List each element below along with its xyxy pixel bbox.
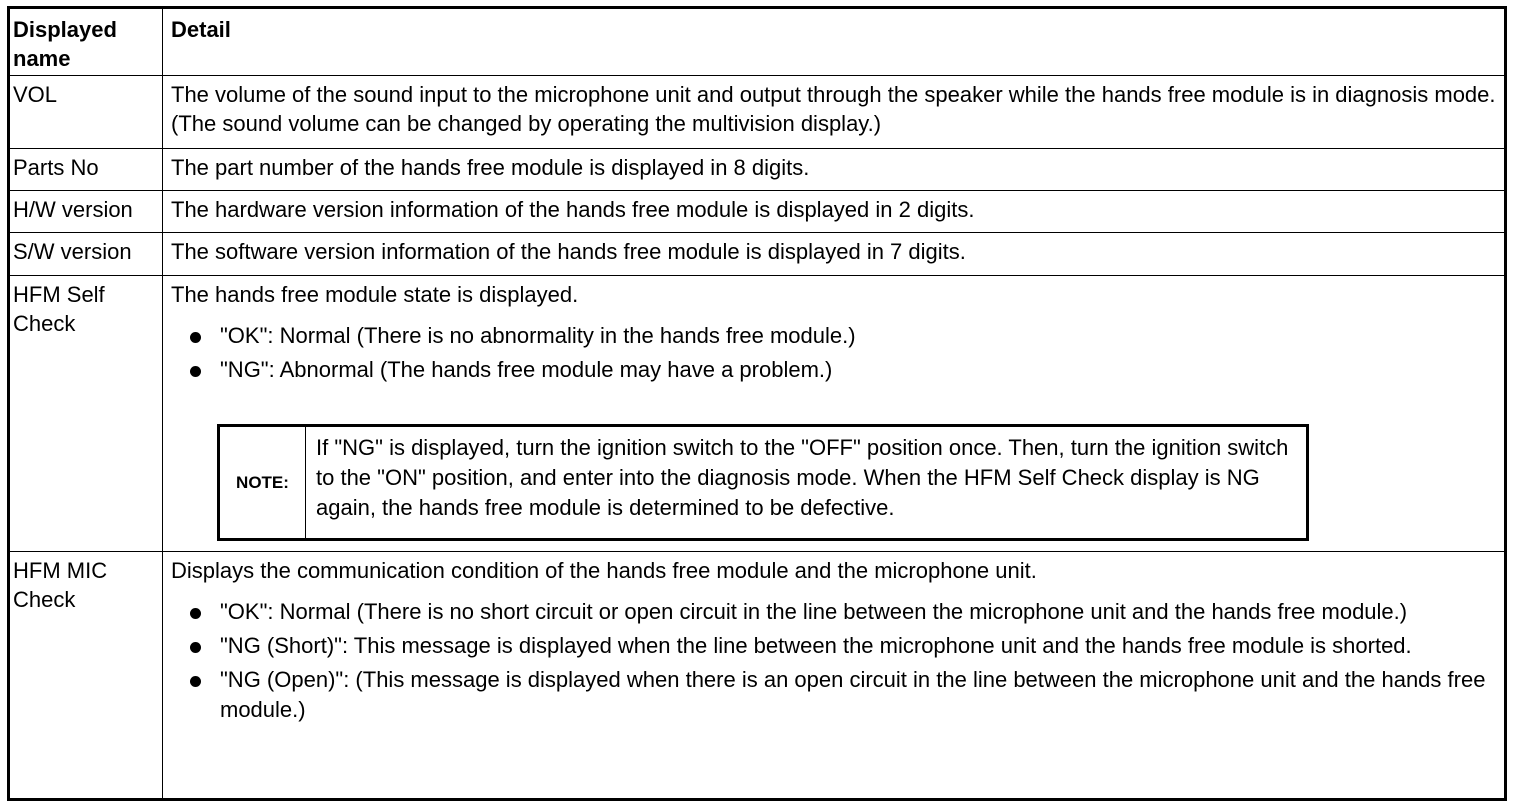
note-box: [217, 424, 1309, 541]
row-name: HFM MIC Check: [10, 552, 163, 798]
row-detail: [163, 552, 1504, 798]
row-detail: The part number of the hands free module is displayed in 8 digits.: [171, 155, 810, 180]
bullet-icon: [190, 676, 201, 687]
header-displayed-name: Displayed name: [10, 9, 163, 75]
bullet-icon: [190, 332, 201, 343]
detail-text: The hands free module state is displayed.: [171, 282, 579, 307]
list-item: [171, 355, 1496, 385]
table-row: [10, 75, 1504, 148]
row-detail: The volume of the sound input to the microphone unit and output through the speaker while the hands free module is in diagnosis mode. (The sound volume can be changed by operating the multivision display.): [171, 82, 1496, 136]
header-detail: Detail: [171, 17, 231, 42]
table-row: [10, 551, 1504, 798]
list-item: [171, 665, 1496, 725]
diagnosis-table: [7, 6, 1507, 801]
list-item-text: "OK": Normal (There is no short circuit or open circuit in the line between the microphone unit and the hands free module.): [220, 599, 1408, 624]
bullet-icon: [190, 642, 201, 653]
row-name: Parts No: [10, 149, 163, 190]
bullet-list: [171, 321, 1496, 385]
row-name: S/W version: [10, 233, 163, 275]
list-item: [171, 597, 1496, 627]
row-name: H/W version: [10, 191, 163, 232]
table-row: [10, 275, 1504, 551]
note-text: If "NG" is displayed, turn the ignition switch to the "OFF" position once. Then, turn the ignition switch to the "ON" position, and enter into the diagnosis mode. When the HFM Self Check display is NG again, the hands free module is determined to be defective.: [316, 435, 1289, 520]
bullet-icon: [190, 608, 201, 619]
table-row: [10, 190, 1504, 232]
table-header-row: [10, 9, 1504, 75]
table-row: [10, 232, 1504, 275]
bullet-icon: [190, 366, 201, 377]
row-detail: The software version information of the hands free module is displayed in 7 digits.: [171, 239, 966, 264]
list-item: [171, 631, 1496, 661]
row-name: HFM Self Check: [10, 276, 163, 551]
list-item: [171, 321, 1496, 351]
detail-text: Displays the communication condition of the hands free module and the microphone unit.: [171, 558, 1037, 583]
note-label: NOTE:: [220, 427, 306, 538]
table-row: [10, 148, 1504, 190]
list-item-text: "NG (Open)": (This message is displayed when there is an open circuit in the line between the microphone unit and the hands free module.): [220, 667, 1486, 722]
list-item-text: "NG": Abnormal (The hands free module may have a problem.): [220, 357, 833, 382]
bullet-list: [171, 597, 1496, 725]
row-detail: The hardware version information of the hands free module is displayed in 2 digits.: [171, 197, 975, 222]
row-name: VOL: [10, 76, 163, 148]
list-item-text: "OK": Normal (There is no abnormality in the hands free module.): [220, 323, 856, 348]
list-item-text: "NG (Short)": This message is displayed when the line between the microphone unit and the hands free module is shorted.: [220, 633, 1412, 658]
row-detail: [163, 276, 1504, 551]
